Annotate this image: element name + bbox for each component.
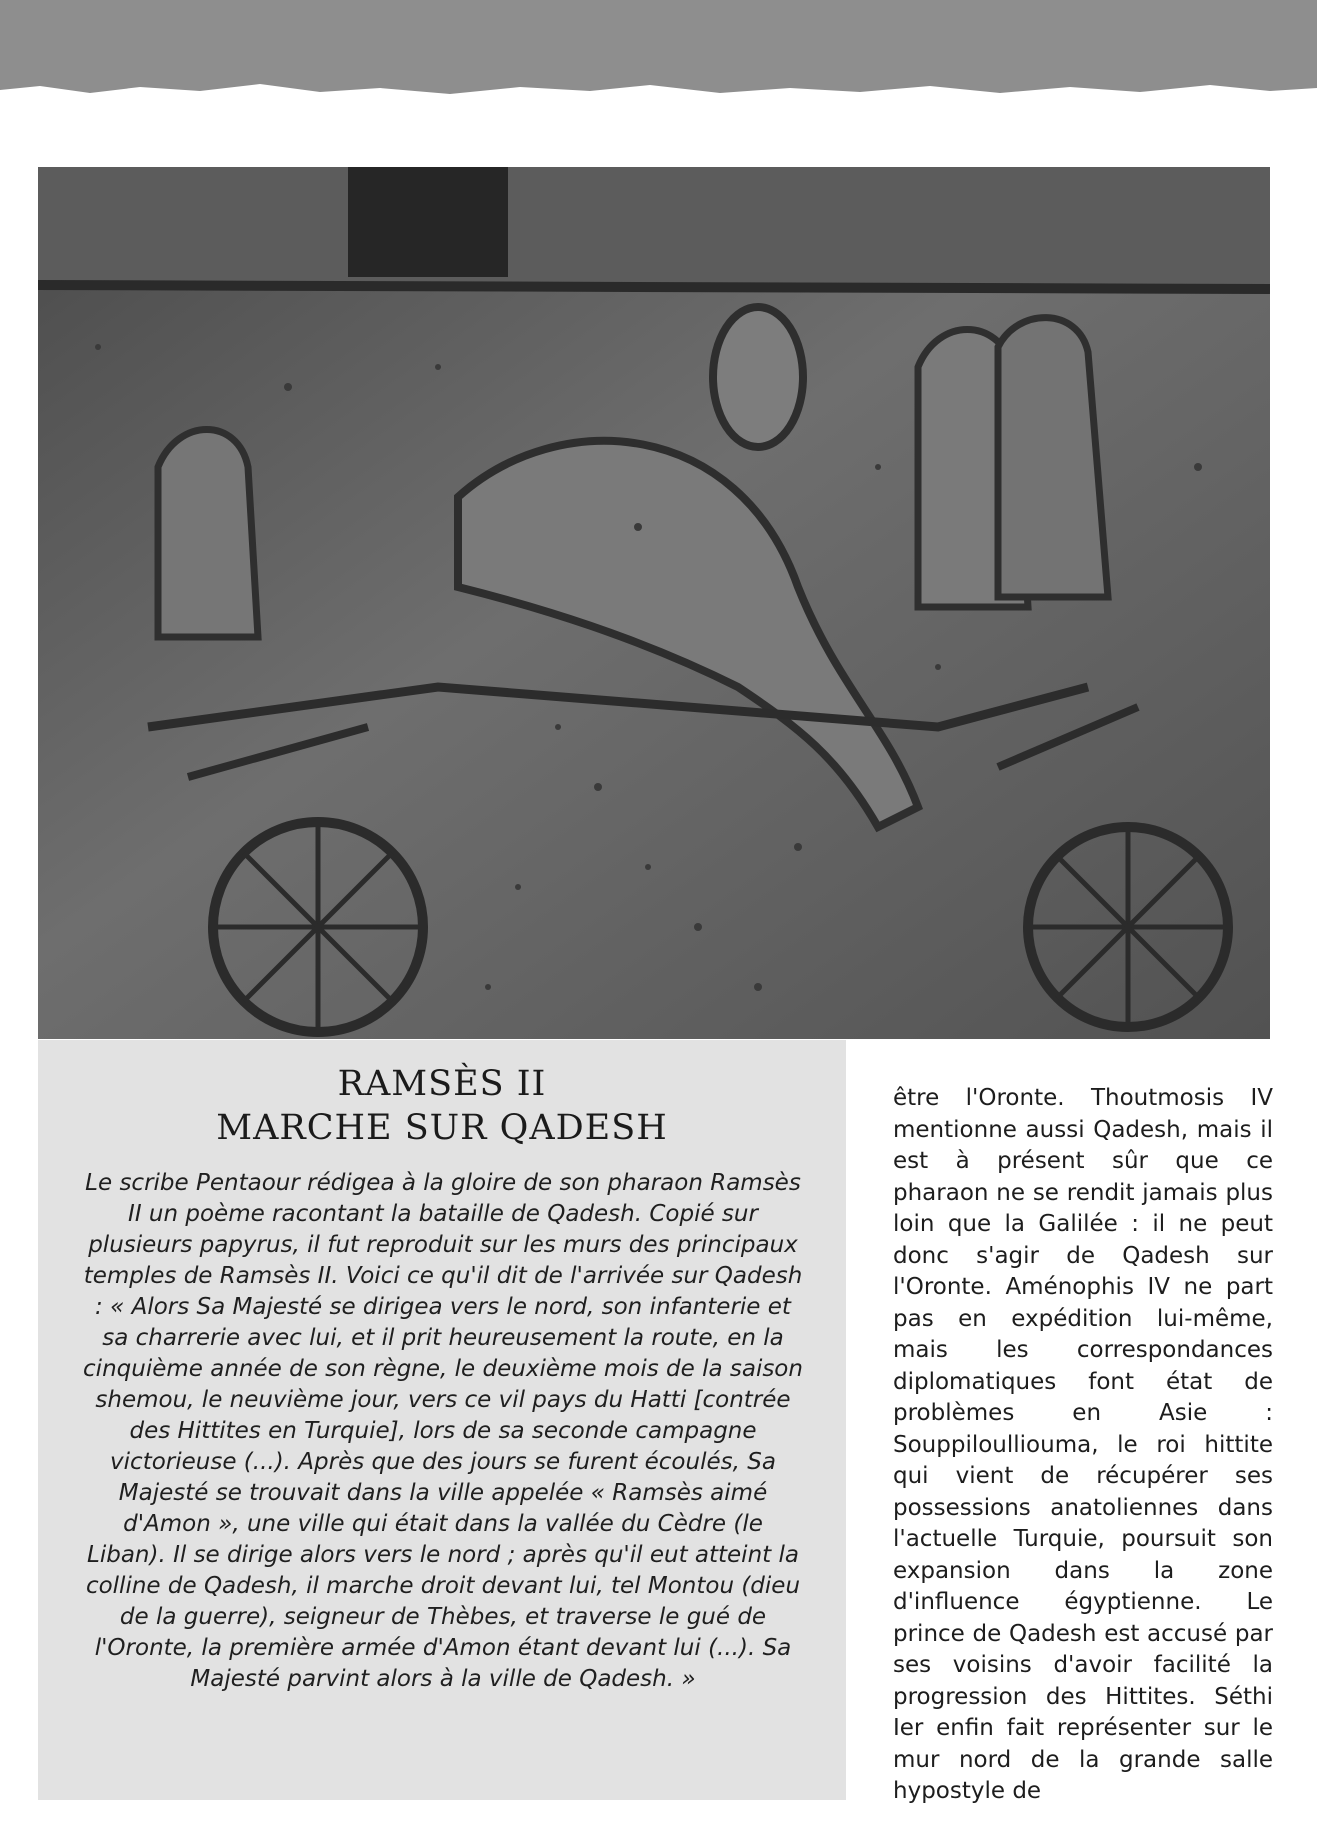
main-column-text: être l'Oronte. Thoutmosis IV mentionne aussi Qadesh, mais il est à présent sûr que ce pharaon ne se rendit jamais plus loin que la Galilée : il ne peut donc s'agir de Qadesh sur l'Oronte. Aménophis IV ne part pas en expédition lui-même, mais les correspondances diplomatiques font état de problèmes en Asie : Souppiloulliouma, le roi hittite qui vient de récupérer ses possessions anatoliennes dans l'actuelle Turquie, poursuit son expansion dans la zone d'influence égyptienne. Le prince de Qadesh est accusé par ses voisins d'avoir facilité la progression des Hittites. Séthi Ier enfin fait représenter sur le mur nord de la grande salle hypostyle de xyxy=(893,1085,1273,1804)
sidebar-box xyxy=(38,1040,846,1800)
relief-photograph xyxy=(38,167,1270,1039)
sidebar-body-text: Le scribe Pentaour rédigea à la gloire de son pharaon Ramsès II un poème racontant la bataille de Qadesh. Copié sur plusieurs papyrus, il fut reproduit sur les murs des principaux temples de Ramsès II. Voici ce qu'il dit de l'arrivée sur Qadesh : « Alors Sa Majesté se dirigea vers le nord, son infanterie et sa charrerie avec lui, et il prit heureusement la route, en la cinquième année de son règne, le deuxième mois de la saison shemou, le neuvième jour, vers ce vil pays du Hatti [contrée des Hittites en Turquie], lors de sa seconde campagne victorieuse (...). Après que des jours se furent écoulés, Sa Majesté se trouvait dans la ville appelée « Ramsès aimé d'Amon », une ville qui était dans la vallée du Cèdre (le Liban). Il se dirige alors vers le nord ; après qu'il eut atteint la colline de Qadesh, il marche droit devant lui, tel Montou (dieu de la guerre), seigneur de Thèbes, et traverse le gué de l'Oronte, la première armée d'Amon étant devant lui (...). Sa Majesté parvint alors à la ville de Qadesh. » xyxy=(83,1170,803,1692)
sidebar-title-line-1: RAMSÈS II xyxy=(337,1064,547,1104)
sidebar-title xyxy=(38,1062,846,1150)
sidebar-title-line-2: MARCHE SUR QADESH xyxy=(216,1108,668,1148)
carved-relief-image xyxy=(38,167,1270,1039)
torn-paper-edge xyxy=(0,60,1317,120)
